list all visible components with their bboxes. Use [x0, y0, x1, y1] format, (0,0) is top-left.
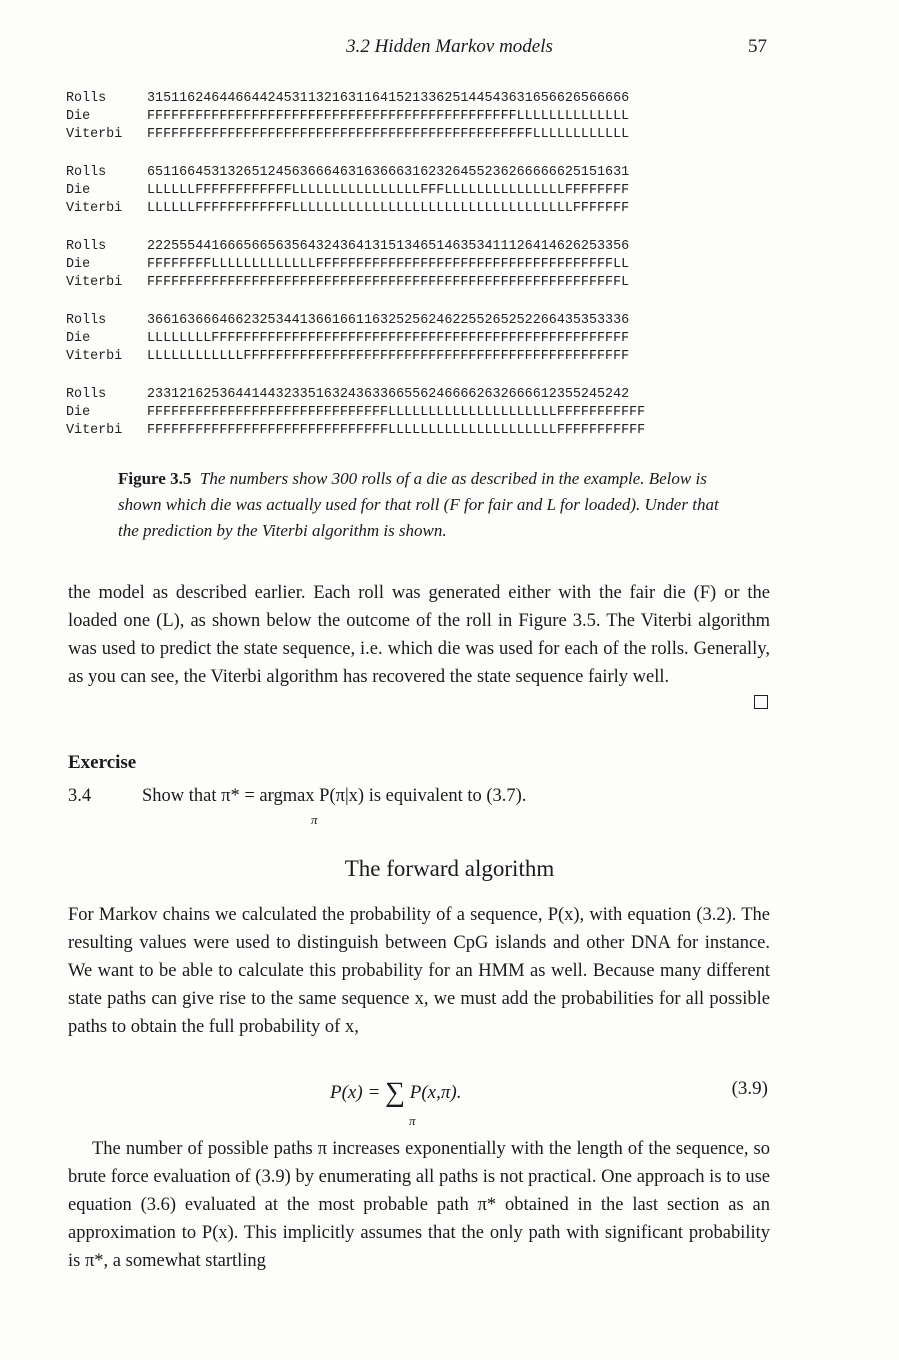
sequence-block-4 — [66, 312, 645, 366]
viterbi-sequence: FFFFFFFFFFFFFFFFFFFFFFFFFFFFFFFFFFFFFFFFFFFFFFFFFFFFFFFFFFFL — [147, 275, 630, 290]
die-row — [66, 404, 645, 422]
viterbi-sequence: FFFFFFFFFFFFFFFFFFFFFFFFFFFFFFLLLLLLLLLLLLLLLLLLLLLFFFFFFFFFFF — [147, 423, 646, 438]
viterbi-row — [66, 422, 645, 440]
row-label: Rolls — [66, 239, 107, 254]
viterbi-row — [66, 274, 645, 292]
row-label: Viterbi — [66, 201, 123, 216]
row-label: Die — [66, 257, 91, 272]
row-label: Die — [66, 183, 91, 198]
viterbi-row — [66, 200, 645, 218]
row-label: Rolls — [66, 165, 107, 180]
exercise-number: 3.4 — [68, 786, 92, 806]
rolls-row — [66, 90, 645, 108]
rolls-sequence: 233121625364414432335163243633665562466662632666612355245242 — [147, 387, 630, 402]
die-row — [66, 256, 645, 274]
exercise-text: Show that π* = argmax P(π|x) is equivalent to (3.7). — [142, 786, 527, 806]
equation-3-9 — [330, 1077, 461, 1109]
row-label: Rolls — [66, 313, 107, 328]
equation-number: (3.9) — [731, 1078, 768, 1099]
row-label: Viterbi — [66, 127, 123, 142]
die-sequence: LLLLLLLLFFFFFFFFFFFFFFFFFFFFFFFFFFFFFFFFFFFFFFFFFFFFFFFFFFFF — [147, 331, 630, 346]
row-label: Viterbi — [66, 349, 123, 364]
end-of-example-box-icon — [754, 695, 768, 709]
summation-subscript: π — [409, 1113, 416, 1128]
viterbi-sequence: FFFFFFFFFFFFFFFFFFFFFFFFFFFFFFFFFFFFFFFFFFFFFFFFLLLLLLLLLLLL — [147, 127, 630, 142]
row-label: Die — [66, 405, 91, 420]
die-row — [66, 330, 645, 348]
section-title: The forward algorithm — [344, 856, 555, 881]
sequence-block-1 — [66, 90, 645, 144]
rolls-row — [66, 164, 645, 182]
row-label: Viterbi — [66, 275, 123, 290]
rolls-row — [66, 312, 645, 330]
exercise-heading: Exercise — [68, 752, 137, 773]
viterbi-sequence: LLLLLLLLLLLLFFFFFFFFFFFFFFFFFFFFFFFFFFFFFFFFFFFFFFFFFFFFFFFF — [147, 349, 630, 364]
rolls-row — [66, 386, 645, 404]
die-row — [66, 182, 645, 200]
row-label: Die — [66, 109, 91, 124]
row-label: Die — [66, 331, 91, 346]
die-sequence: FFFFFFFFFFFFFFFFFFFFFFFFFFFFFFFFFFFFFFFFFFFFFFLLLLLLLLLLLLLL — [147, 109, 630, 124]
caption-label: Figure 3.5 — [118, 469, 192, 488]
rolls-sequence: 222555441666566563564324364131513465146353411126414626253356 — [147, 239, 630, 254]
sequence-block-5 — [66, 386, 645, 440]
caption-text: The numbers show 300 rolls of a die as described in the example. Below is shown which die was actually used for that roll (F for fair and L for loaded). Under that the prediction by the Viterbi algorithm is shown. — [118, 469, 719, 540]
sequence-block-3 — [66, 238, 645, 292]
forward-paragraph: For Markov chains we calculated the probability of a sequence, P(x), with equation (3.2). The resulting values were used to distinguish between CpG islands and other DNA for instance. We want to be able to calculate this probability for an HMM as well. Because many different state paths can give rise to the same sequence x, we must add the probabilities for all possible paths to obtain the full probability of x, — [68, 905, 770, 1037]
summation-icon: ∑ — [385, 1077, 405, 1108]
viterbi-row — [66, 348, 645, 366]
paths-paragraph: The number of possible paths π increases exponentially with the length of the sequence, so brute force evaluation of (3.9) by enumerating all paths is not practical. One approach is to use equation (3.6) evaluated at the most probable path π* obtained in the last section as an approximation to P(x). This implicitly assumes that the only path with significant probability is π*, a somewhat startling — [68, 1139, 770, 1271]
figure-3-5-sequence-table — [66, 90, 645, 460]
row-label: Rolls — [66, 387, 107, 402]
intro-paragraph: the model as described earlier. Each roll was generated either with the fair die (F) or the loaded one (L), as shown below the outcome of the roll in Figure 3.5. The Viterbi algorithm was used to predict the state sequence, i.e. which die was used for each of the rolls. Generally, as you can see, the Viterbi algorithm has recovered the state sequence fairly well. — [68, 583, 770, 687]
rolls-sequence: 315116246446644245311321631164152133625144543631656626566666 — [147, 91, 630, 106]
die-sequence: LLLLLLFFFFFFFFFFFFLLLLLLLLLLLLLLLLFFFLLLLLLLLLLLLLLLFFFFFFFF — [147, 183, 630, 198]
figure-caption — [118, 466, 728, 544]
die-sequence: FFFFFFFFLLLLLLLLLLLLLFFFFFFFFFFFFFFFFFFFFFFFFFFFFFFFFFFFFFLL — [147, 257, 630, 272]
argmax-subscript: π — [311, 812, 318, 827]
viterbi-row — [66, 126, 645, 144]
sequence-block-2 — [66, 164, 645, 218]
page-number: 57 — [748, 36, 767, 57]
row-label: Rolls — [66, 91, 107, 106]
rolls-sequence: 366163666466232534413661661163252562462255265252266435353336 — [147, 313, 630, 328]
rolls-row — [66, 238, 645, 256]
rolls-sequence: 651166453132651245636664631636663162326455236266666625151631 — [147, 165, 630, 180]
viterbi-sequence: LLLLLLFFFFFFFFFFFFLLLLLLLLLLLLLLLLLLLLLLLLLLLLLLLLLLLFFFFFFF — [147, 201, 630, 216]
running-header-title: 3.2 Hidden Markov models — [346, 36, 553, 57]
equation-rhs: P(x,π). — [409, 1082, 462, 1103]
die-row — [66, 108, 645, 126]
die-sequence: FFFFFFFFFFFFFFFFFFFFFFFFFFFFFFLLLLLLLLLLLLLLLLLLLLLFFFFFFFFFFF — [147, 405, 646, 420]
equation-lhs: P(x) = — [330, 1082, 381, 1103]
row-label: Viterbi — [66, 423, 123, 438]
